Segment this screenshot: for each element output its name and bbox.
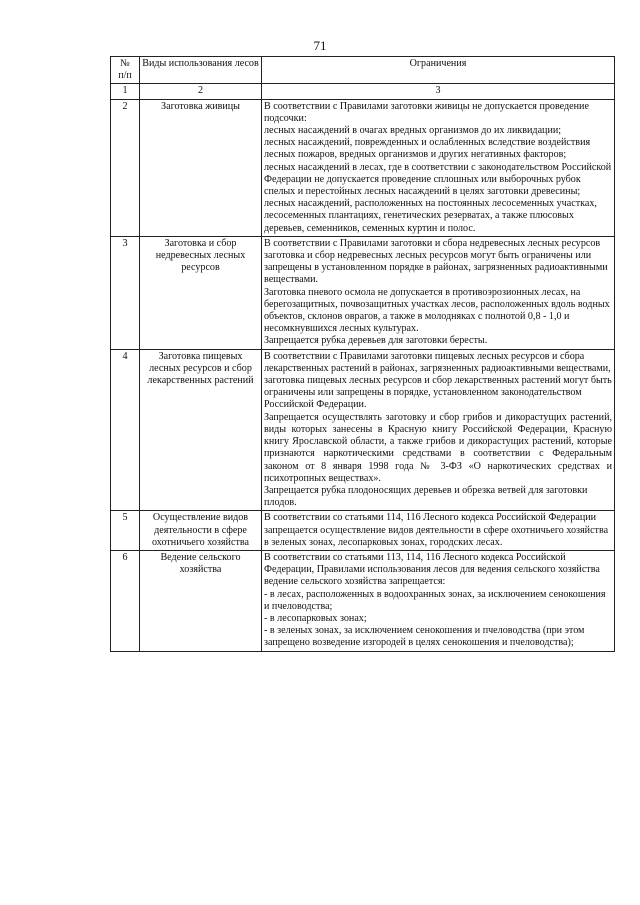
row-number: 3 xyxy=(111,236,140,349)
column-numbers-row xyxy=(111,84,615,99)
table-row xyxy=(111,236,615,349)
header-kind: Виды использования лесов xyxy=(140,57,262,84)
column-number: 1 xyxy=(111,84,140,99)
column-number: 3 xyxy=(262,84,615,99)
restriction-paragraph: лесных насаждений, поврежденных и ослабленных вследствие воздействия лесных пожаров, вредных организмов и других негативных факторов; xyxy=(264,137,591,161)
row-restrictions xyxy=(262,99,615,236)
row-kind: Осуществление видов деятельности в сфере охотничьего хозяйства xyxy=(140,511,262,551)
column-number: 2 xyxy=(140,84,262,99)
restrictions-table xyxy=(110,56,615,652)
restriction-paragraph: лесных насаждений в очагах вредных организмов до их ликвидации; xyxy=(264,125,562,137)
header-restrictions: Ограничения xyxy=(262,57,615,84)
row-number: 4 xyxy=(111,349,140,511)
row-number: 5 xyxy=(111,511,140,551)
restriction-paragraph: Запрещается рубка деревьев для заготовки бересты. xyxy=(264,335,488,347)
restriction-paragraph: В соответствии с Правилами заготовки пищевых лесных ресурсов и сбора лекарственных растений в районах, загрязненных радиоактивными веществами, заготовка пищевых лесных ресурсов и сбор лекарственных растений могут быть ограничены или запрещены в порядке, установленном законодательством Российской Федерации. xyxy=(264,350,612,411)
restriction-paragraph: - в зеленых зонах, за исключением сенокошения и пчеловодства (при этом запрещено возведение изгородей в целях сенокошения и пчеловодства); xyxy=(264,625,585,649)
restriction-paragraph: лесных насаждений, расположенных на постоянных лесосеменных участках, лесосеменных плантациях, генетических резерватах, а также плюсовых деревьев, семенников, семенных куртин и полос. xyxy=(264,198,597,234)
row-restrictions xyxy=(262,550,615,651)
row-kind: Заготовка живицы xyxy=(140,99,262,236)
row-restrictions xyxy=(262,511,615,551)
page-number: 71 xyxy=(313,38,327,53)
row-kind: Ведение сельского хозяйства xyxy=(140,550,262,651)
restriction-paragraph: В соответствии со статьями 114, 116 Лесного кодекса Российской Федерации запрещается осуществление видов деятельности в сфере охотничьего хозяйства в зеленых зонах, лесопарковых зонах, городских лесах. xyxy=(264,512,609,548)
table-header-row xyxy=(111,57,615,84)
restriction-paragraph: - в лесопарковых зонах; xyxy=(264,612,367,624)
table-row xyxy=(111,511,615,551)
header-num: № п/п xyxy=(111,57,140,84)
table-row xyxy=(111,99,615,236)
restriction-paragraph: Запрещается рубка плодоносящих деревьев и обрезка ветвей для заготовки плодов. xyxy=(264,484,588,509)
row-kind: Заготовка и сбор недревесных лесных ресурсов xyxy=(140,236,262,349)
table-row xyxy=(111,550,615,651)
restriction-paragraph: лесных насаждений в лесах, где в соответствии с законодательством Российской Федерации не допускается проведение сплошных или выборочных рубок спелых и перестойных лесных насаждений в целях заготовки древесины; xyxy=(264,161,612,198)
row-kind: Заготовка пищевых лесных ресурсов и сбор лекарственных растений xyxy=(140,349,262,511)
restriction-paragraph: Запрещается осуществлять заготовку и сбор грибов и дикорастущих растений, виды которых занесены в Красную книгу Российской Федерации, Красную книгу Ярославской области, а также грибов и дикорастущих растений, которые признаются наркотическими средствами в соответствии с Федеральным законом от 8 января 1998 года № 3-ФЗ «О наркотических средствах и психотропных веществах». xyxy=(264,411,612,484)
row-restrictions xyxy=(262,349,615,511)
restriction-paragraph: В соответствии со статьями 113, 114, 116 Лесного кодекса Российской Федерации, Правилами использования лесов для ведения сельского хозяйства ведение сельского хозяйства запрещается: xyxy=(264,551,600,588)
restriction-paragraph: В соответствии с Правилами заготовки и сбора недревесных лесных ресурсов заготовка и сбор недревесных лесных ресурсов могут быть ограничены или запрещены в установленном порядке в районах, загрязненных радиоактивными веществами. xyxy=(264,237,608,286)
restriction-paragraph: В соответствии с Правилами заготовки живицы не допускается проведение подсочки: xyxy=(264,100,589,124)
restriction-paragraph: Заготовка пневого осмола не допускается в противоэрозионных лесах, на берегозащитных, почвозащитных участках лесов, расположенных вдоль водных объектов, склонов оврагов, а также в молодняках с полнотой 0,8 - 1,0 и несомкнувшихся лесных культурах. xyxy=(264,286,610,335)
row-number: 6 xyxy=(111,550,140,651)
restriction-paragraph: - в лесах, расположенных в водоохранных зонах, за исключением сенокошения и пчеловодства; xyxy=(264,588,606,612)
table-row xyxy=(111,349,615,511)
row-restrictions xyxy=(262,236,615,349)
row-number: 2 xyxy=(111,99,140,236)
